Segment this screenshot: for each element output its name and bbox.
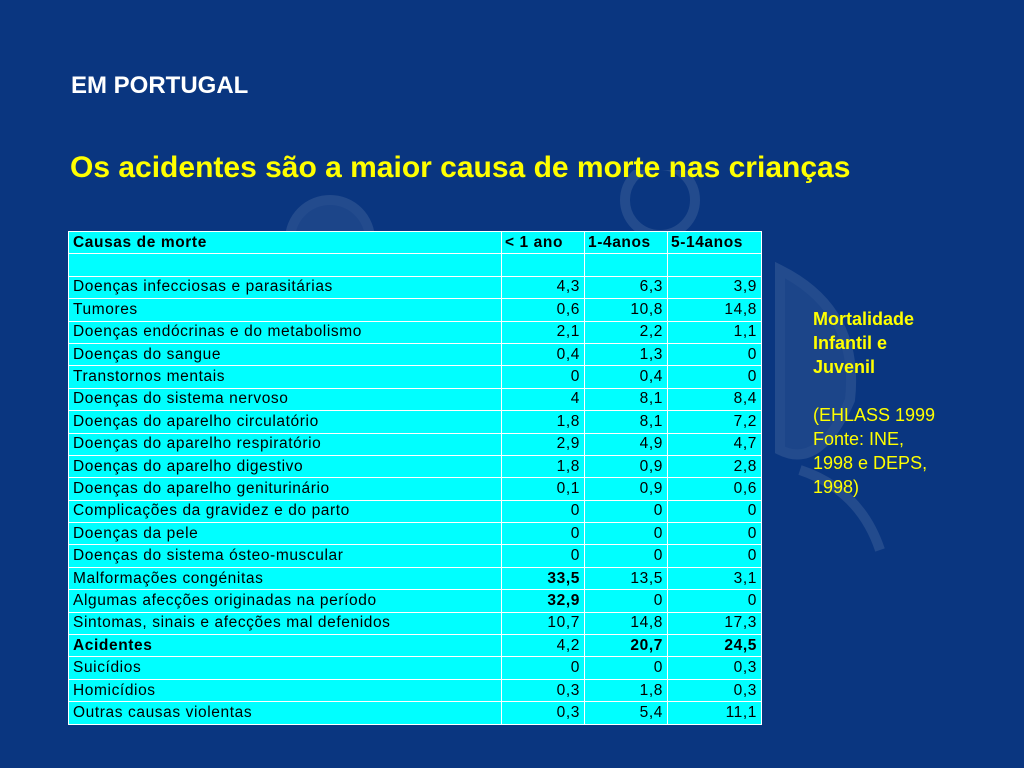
table-row [69,567,762,589]
table-spacer-row [69,254,762,276]
value-1-4-cell: 4,9 [585,433,668,455]
table-row [69,276,762,298]
cause-cell: Doenças infecciosas e parasitárias [69,276,502,298]
side-heading-line: Juvenil [813,357,876,377]
cause-cell: Algumas afecções originadas na período [69,590,502,612]
table-header-row [69,232,762,254]
value-1-4-cell: 13,5 [585,567,668,589]
cause-cell: Doenças do aparelho circulatório [69,411,502,433]
value-1-4-cell: 0,9 [585,478,668,500]
cause-cell: Malformações congénitas [69,567,502,589]
cause-cell: Outras causas violentas [69,702,502,724]
section-subtitle: EM PORTUGAL [71,72,249,99]
value-5-14-cell: 0 [668,343,762,365]
table-row [69,366,762,388]
value-under-1-cell: 1,8 [502,411,585,433]
value-5-14-cell: 24,5 [668,635,762,657]
cause-cell: Sintomas, sinais e afecções mal defenidos [69,612,502,634]
header-under-1: < 1 ano [502,232,585,254]
source-line: 1998 e DEPS, [813,453,928,473]
value-1-4-cell: 14,8 [585,612,668,634]
value-under-1-cell: 0,3 [502,679,585,701]
value-1-4-cell: 2,2 [585,321,668,343]
value-5-14-cell: 0,3 [668,657,762,679]
table-row [69,702,762,724]
table-row [69,455,762,477]
table-row [69,343,762,365]
table-row [69,635,762,657]
table-row [69,545,762,567]
header-1-4: 1-4anos [585,232,668,254]
value-5-14-cell: 2,8 [668,455,762,477]
value-5-14-cell: 14,8 [668,299,762,321]
cause-cell: Homicídios [69,679,502,701]
cause-cell: Suicídios [69,657,502,679]
value-1-4-cell: 10,8 [585,299,668,321]
cause-cell: Tumores [69,299,502,321]
side-note-source [813,403,988,499]
value-5-14-cell: 3,9 [668,276,762,298]
source-line: 1998) [813,477,860,497]
value-5-14-cell: 8,4 [668,388,762,410]
value-1-4-cell: 1,3 [585,343,668,365]
value-under-1-cell: 2,1 [502,321,585,343]
value-under-1-cell: 4,3 [502,276,585,298]
table-row [69,590,762,612]
value-under-1-cell: 10,7 [502,612,585,634]
table-row [69,299,762,321]
value-1-4-cell: 1,8 [585,679,668,701]
table-row [69,612,762,634]
value-1-4-cell: 0,9 [585,455,668,477]
value-under-1-cell: 2,9 [502,433,585,455]
header-cause: Causas de morte [69,232,502,254]
table-row [69,478,762,500]
table-row [69,411,762,433]
cause-cell: Transtornos mentais [69,366,502,388]
side-heading-line: Mortalidade [813,309,915,329]
value-5-14-cell: 0 [668,590,762,612]
value-under-1-cell: 0 [502,545,585,567]
value-under-1-cell: 0 [502,657,585,679]
value-under-1-cell: 4,2 [502,635,585,657]
table-row [69,433,762,455]
value-1-4-cell: 0 [585,523,668,545]
value-under-1-cell: 0,3 [502,702,585,724]
value-5-14-cell: 7,2 [668,411,762,433]
value-5-14-cell: 1,1 [668,321,762,343]
table-body [69,276,762,724]
value-1-4-cell: 6,3 [585,276,668,298]
value-1-4-cell: 8,1 [585,411,668,433]
table-row [69,523,762,545]
value-5-14-cell: 11,1 [668,702,762,724]
table-row [69,679,762,701]
mortality-table [68,231,762,725]
value-5-14-cell: 0 [668,500,762,522]
side-heading-line: Infantil e [813,333,888,353]
value-1-4-cell: 20,7 [585,635,668,657]
side-note [813,307,988,499]
table-row [69,388,762,410]
value-5-14-cell: 17,3 [668,612,762,634]
value-under-1-cell: 0,4 [502,343,585,365]
source-line: (EHLASS 1999 [813,405,936,425]
value-1-4-cell: 0 [585,657,668,679]
value-5-14-cell: 0,3 [668,679,762,701]
value-5-14-cell: 4,7 [668,433,762,455]
value-5-14-cell: 3,1 [668,567,762,589]
value-under-1-cell: 4 [502,388,585,410]
table-row [69,657,762,679]
cause-cell: Doenças do aparelho geniturinário [69,478,502,500]
value-under-1-cell: 32,9 [502,590,585,612]
cause-cell: Doenças do sistema ósteo-muscular [69,545,502,567]
cause-cell: Doenças do aparelho respiratório [69,433,502,455]
value-1-4-cell: 0,4 [585,366,668,388]
value-5-14-cell: 0,6 [668,478,762,500]
cause-cell: Doenças endócrinas e do metabolismo [69,321,502,343]
table-row [69,321,762,343]
table-row [69,500,762,522]
value-1-4-cell: 0 [585,590,668,612]
value-under-1-cell: 0 [502,523,585,545]
value-1-4-cell: 5,4 [585,702,668,724]
value-under-1-cell: 1,8 [502,455,585,477]
cause-cell: Doenças do sistema nervoso [69,388,502,410]
value-under-1-cell: 0,1 [502,478,585,500]
value-under-1-cell: 0 [502,366,585,388]
cause-cell: Complicações da gravidez e do parto [69,500,502,522]
cause-cell: Acidentes [69,635,502,657]
header-5-14: 5-14anos [668,232,762,254]
value-under-1-cell: 33,5 [502,567,585,589]
value-under-1-cell: 0 [502,500,585,522]
value-5-14-cell: 0 [668,523,762,545]
cause-cell: Doenças da pele [69,523,502,545]
cause-cell: Doenças do sangue [69,343,502,365]
cause-cell: Doenças do aparelho digestivo [69,455,502,477]
side-note-heading [813,307,988,379]
page-title: Os acidentes são a maior causa de morte nas crianças [70,151,851,184]
value-1-4-cell: 8,1 [585,388,668,410]
value-5-14-cell: 0 [668,545,762,567]
value-1-4-cell: 0 [585,545,668,567]
value-under-1-cell: 0,6 [502,299,585,321]
source-line: Fonte: INE, [813,429,905,449]
value-5-14-cell: 0 [668,366,762,388]
value-1-4-cell: 0 [585,500,668,522]
